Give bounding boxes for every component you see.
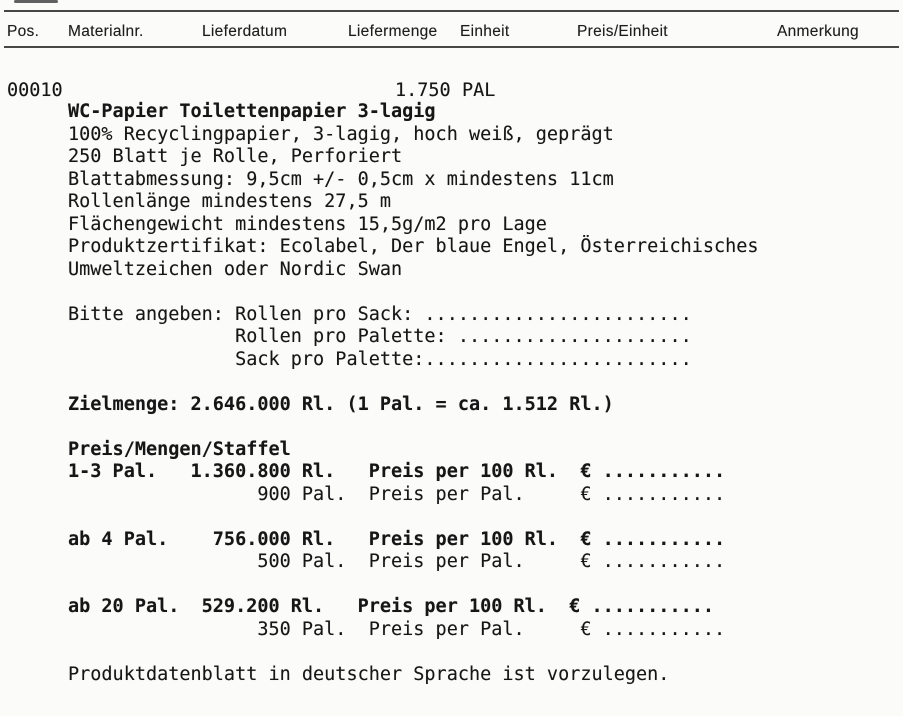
document-line [68,371,759,394]
document-line: 500 Pal. Preis per Pal. € ........... [68,551,726,572]
column-header-anmerkung: Anmerkung [777,23,859,40]
document-line: 100% Recyclingpapier, 3-lagig, hoch weiß, geprägt [68,123,614,145]
document-line: 350 Pal. Preis per Pal. € ........... [68,618,726,640]
document-line: Umweltzeichen oder Nordic Swan [68,258,403,280]
document-line: WC-Papier Toilettenpapier 3-lagig [68,101,436,122]
document-line [68,506,759,529]
document-line: Rollenlänge mindestens 27,5 m [68,191,392,212]
column-header-einheit: Einheit [460,23,510,40]
document-line: 900 Pal. Preis per Pal. € ........... [68,483,726,505]
document-line: ab 4 Pal. 756.000 Rl. Preis per 100 Rl. € ........... [68,528,726,550]
document-line: Sack pro Palette:........................ [68,348,692,370]
document-line [68,281,759,304]
column-header-preis-einheit: Preis/Einheit [577,23,668,40]
delivery-unit: PAL [462,80,496,101]
document-line: Preis/Mengen/Staffel [68,438,291,460]
item-position-row [0,80,903,102]
document-line: ab 20 Pal. 529.200 Rl. Preis per 100 Rl. € ........... [68,596,715,617]
document-line: Flächengewicht mindestens 15,5g/m2 pro Lage [68,213,547,235]
document-line: Rollen pro Palette: ..................... [68,326,692,347]
document-line: Produktdatenblatt in deutscher Sprache ist vorzulegen. [68,663,670,685]
delivery-quantity: 1.750 [395,80,451,101]
header-bottom-rule [4,46,899,48]
item-description-block [68,101,759,686]
column-header-pos: Pos. [7,23,40,40]
document-line [68,641,759,664]
table-header-row [0,0,903,50]
document-line: Blattabmessung: 9,5cm +/- 0,5cm x mindestens 11cm [68,168,614,190]
document-line: Produktzertifikat: Ecolabel, Der blaue Engel, Österreichisches [68,236,759,257]
column-header-lieferdatum: Lieferdatum [202,23,288,40]
document-line [68,416,759,439]
document-line: 250 Blatt je Rolle, Perforiert [68,146,403,167]
document-line: Bitte angeben: Rollen pro Sack: ........................ [68,303,692,325]
position-number: 00010 [7,80,63,101]
document-line: Zielmenge: 2.646.000 Rl. (1 Pal. = ca. 1.512 Rl.) [68,393,614,415]
document-line [68,574,759,597]
document-line: 1-3 Pal. 1.360.800 Rl. Preis per 100 Rl. € ........... [68,461,726,482]
column-header-materialnr: Materialnr. [68,23,144,40]
column-header-liefermenge: Liefermenge [348,23,438,40]
